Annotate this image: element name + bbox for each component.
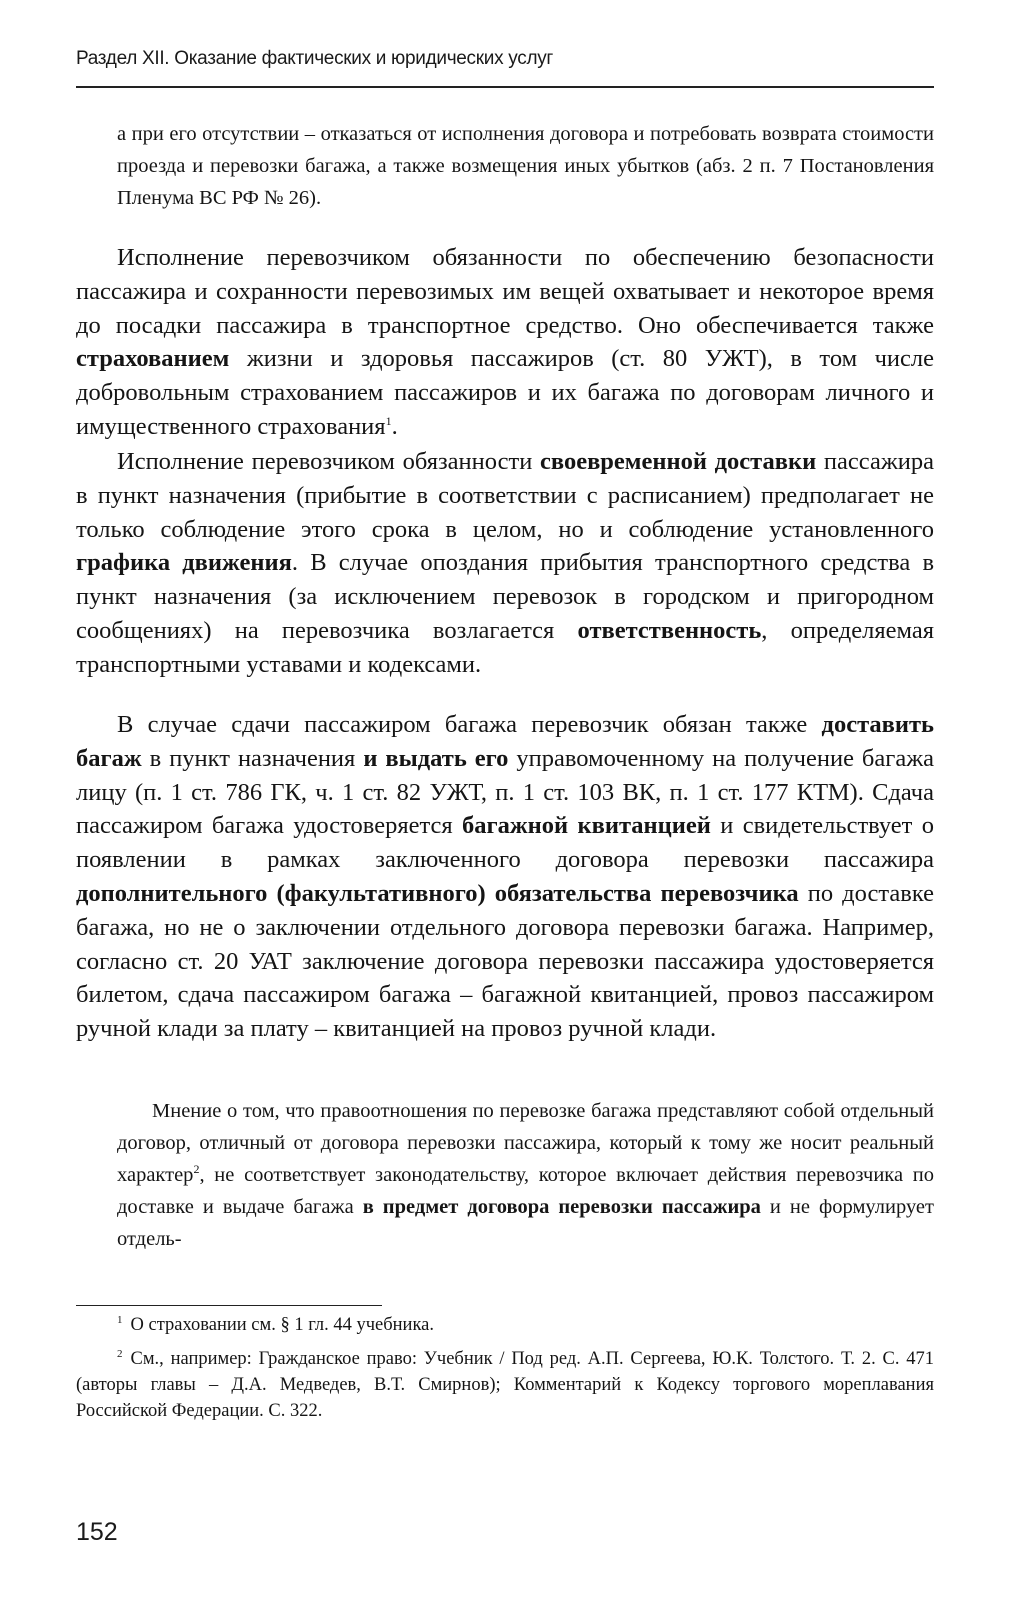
footnote-text: О страховании см. § 1 гл. 44 учебника.	[130, 1315, 434, 1335]
text-run: , определяемая транспортными уставами и кодексами.	[76, 616, 934, 678]
paragraph-baggage	[76, 708, 934, 1046]
footnote-ref: 1	[385, 413, 392, 428]
bold-term: ответственность	[577, 616, 762, 644]
text-run: Мнение о том, что правоотношения по перевозке багажа представляют собой отдельный договор, отличный от договора перевозки пассажира, который к тому же носит реальный характер	[117, 1100, 934, 1186]
footnote-2	[76, 1346, 934, 1424]
continuation-paragraph: а при его отсутствии – отказаться от исполнения договора и потребовать возврата стоимости проезда и перевозки багажа, а также возмещения иных убытков (абз. 2 п. 7 Постановления Пленума ВС РФ № 26).	[117, 123, 934, 209]
bold-term: дополнительного (факультативного) обязательства перевозчика	[76, 879, 799, 907]
text-run: .	[391, 412, 398, 440]
text-run: и не формулирует отдель-	[117, 1196, 934, 1250]
footnote-mark: 1	[117, 1313, 123, 1326]
text-run: в пункт назначения	[141, 744, 364, 772]
text-run: и свидетельствует о появлении в рамках заключенного договора перевозки пассажира	[76, 812, 934, 874]
bold-term: своевременной доставки	[540, 448, 817, 475]
text-run: . В случае опоздания прибытия транспортного средства в пункт назначения (за исключением перевозок в городском и пригородном сообщениях) на перевозчика возлагается	[76, 549, 935, 644]
running-header: Раздел XII. Оказание фактических и юридических услуг	[76, 48, 554, 69]
bold-term: в предмет договора перевозки пассажира	[362, 1196, 761, 1218]
text-run: жизни и здоровья пассажиров (ст. 80 УЖТ), в том числе добровольным страхованием пассажиров и их багажа по договорам личного и имущественного страхования	[76, 345, 934, 440]
paragraph-timely-delivery	[76, 445, 934, 682]
page-number: 152	[76, 1518, 118, 1546]
bold-term: багажной квитанцией	[462, 812, 711, 840]
bold-term: графика движения	[76, 549, 292, 577]
text-run: пассажира в пункт назначения (прибытие в соответствии с расписанием) предполагает не только соблюдение этого срока в целом, но и соблюдение установленного	[76, 448, 934, 543]
footnote-ref: 2	[193, 1162, 200, 1177]
bold-term: и выдать его	[363, 744, 509, 772]
note-paragraph	[117, 1095, 934, 1255]
text-run: Исполнение перевозчиком обязанности по обеспечению безопасности пассажира и сохранности перевозимых им вещей охватывает и некоторое время до посадки пассажира в транспортное средство. Оно обеспечивается также	[76, 244, 934, 339]
paragraph-safety	[76, 241, 934, 444]
text-run: управомоченному на получение багажа лицу (п. 1 ст. 786 ГК, ч. 1 ст. 82 УЖТ, п. 1 ст. 103 ВК, п. 1 ст. 177 КТМ). Сдача пассажиром багажа удостоверяется	[76, 744, 934, 840]
header-rule	[76, 86, 934, 88]
footnote-text: См., например: Гражданское право: Учебник / Под ред. А.П. Сергеева, Ю.К. Толстого. Т. 2. С. 471 (авторы главы – Д.А. Медведев, В.Т. Смирнов); Комментарий к Кодексу торгового мореплавания Российской Федерации. С. 322.	[76, 1349, 934, 1421]
text-run: В случае сдачи пассажиром багажа перевозчик обязан также	[117, 711, 822, 738]
footnote-mark: 2	[117, 1347, 123, 1360]
text-run: по доставке багажа, но не о заключении отдельного договора перевозки багажа. Например, согласно ст. 20 УАТ заключение договора перевозки пассажира удостоверяется билетом, сдача пассажиром багажа – багажной квитанцией, провоз пассажиром ручной клади за плату – квитанцией на провоз ручной клади.	[76, 879, 934, 1043]
bold-term: страхованием	[76, 345, 230, 373]
text-run: , не соответствует законодательству, которое включает действия перевозчика по доставке и выдаче багажа	[117, 1164, 934, 1218]
footnote-rule	[76, 1305, 382, 1306]
bold-term: доставить багаж	[76, 711, 934, 772]
footnote-1	[76, 1312, 934, 1338]
text-run: Исполнение перевозчиком обязанности	[117, 448, 541, 475]
